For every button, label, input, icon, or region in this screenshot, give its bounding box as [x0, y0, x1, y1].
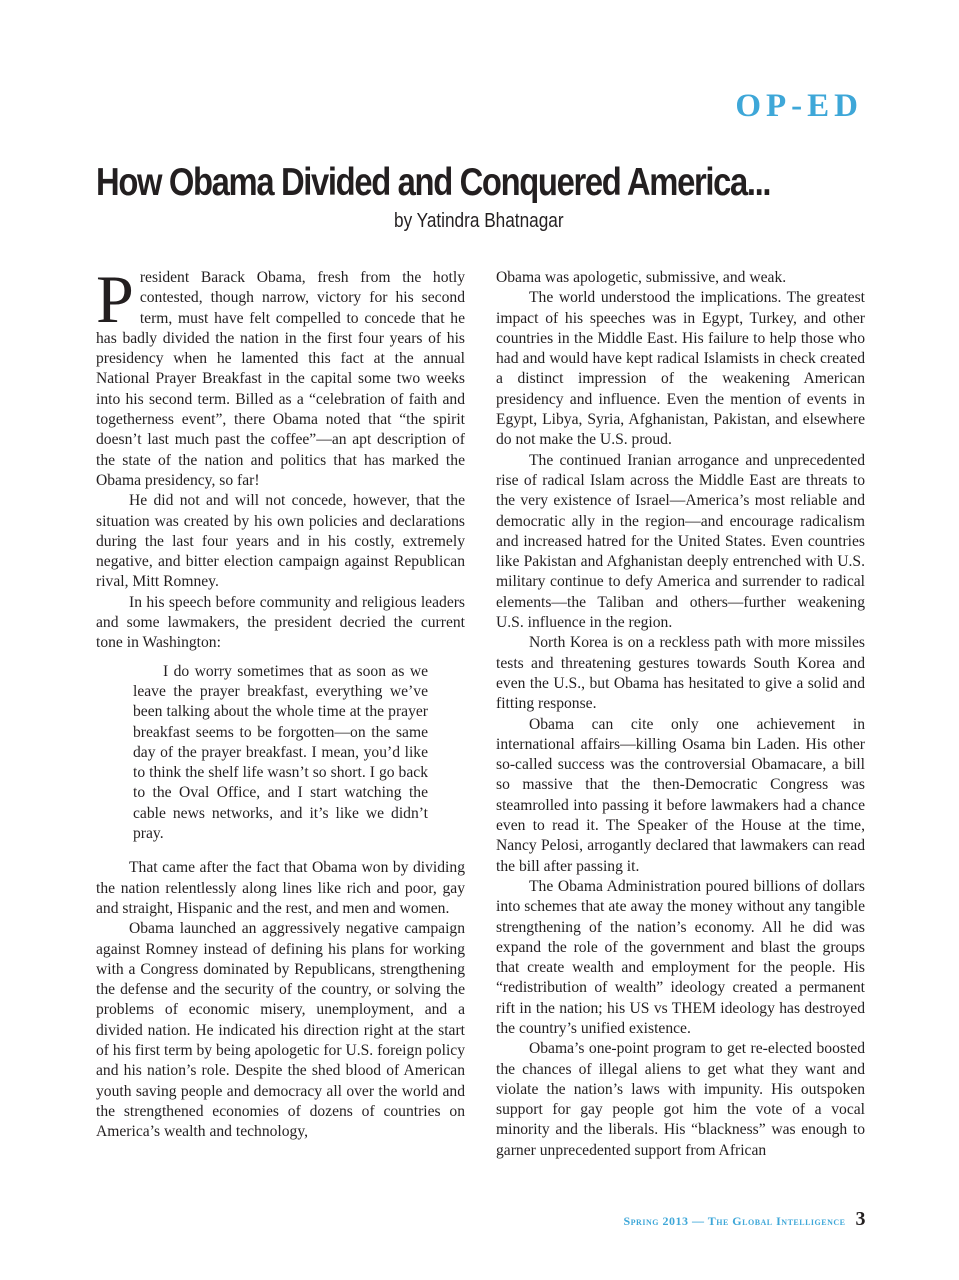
drop-cap: P: [96, 261, 134, 337]
paragraph-8: The continued Iranian arrogance and unprecedented rise of radical Islam across the Middle East are threats to the very existence of Israel—America’s most reliable and democratic ally in the region—and encourage radicalism and increased hatred for the United States. Even countries like Pakistan and Afghanistan deeply entrenched with U.S. military continue to defy America and surrender to radical elements—the Taliban and others—further weakening U.S. influence in the region.: [496, 451, 865, 632]
paragraph-7: The world understood the implications. The greatest impact of his speeches was in Egypt, Turkey, and other countries in the Middle East. His failure to help those who had and would have kept radical Islamists in check created a distinct impression of the weakening American presidency and influence. Even the mention of events in Egypt, Libya, Syria, Afghanistan, Pakistan, and elsewhere do not make the U.S. proud.: [496, 289, 865, 449]
paragraph-3: In his speech before community and religious leaders and some lawmakers, the president decried the current tone in Washington:: [96, 593, 465, 652]
paragraph-1: [96, 261, 465, 491]
paragraph-1-text: resident Barack Obama, fresh from the hotly contested, though narrow, victory for his second term, must have felt compelled to concede that he has badly divided the nation in the first four years of his presidency when he lamented this fact at the annual National Prayer Breakfast in the capital some two weeks into his second term. Billed as a “celebration of faith and togetherness event”, there Obama noted that “the spirit doesn’t last much past the coffee”—an apt description of the state of the nation and politics that has marked the Obama presidency, so far!: [96, 269, 465, 489]
paragraph-9: North Korea is on a reckless path with more missiles tests and threatening gestures towards South Korea and even the U.S., but Obama has hesitated to give a solid and fitting response.: [496, 634, 865, 713]
block-quote: [133, 662, 428, 845]
section-label: OP-ED: [735, 88, 863, 124]
paragraph-10: Obama can cite only one achievement in international affairs—killing Osama bin Laden. His other so-called success was the controversial Obamacare, a bill so massive that the then-Democratic Congress was steamrolled into passing it before lawmakers had a chance even to read it. The Speaker of the House at the time, Nancy Pelosi, arrogantly declared that lawmakers can read the bill after passing it.: [496, 715, 865, 875]
page-number: 3: [855, 1208, 866, 1230]
paragraph-2: He did not and will not concede, however, that the situation was created by his own policies and declarations during the last four years and in his costly, extremely negative, and bitter election campaign against Republican rival, Mitt Romney.: [96, 492, 465, 591]
paragraph-11: The Obama Administration poured billions of dollars into schemes that ate away the money without any tangible strengthening of the nation’s economy. All he did was expand the role of the government and blast the groups that create wealth and employment for the people. His “redistribution of wealth” ideology created a permanent rift in the nation; his US vs THEM ideology has destroyed the country’s unified existence.: [496, 877, 865, 1037]
article-byline: by Yatindra Bhatnagar: [394, 210, 564, 232]
paragraph-12: Obama’s one-point program to get re-elected boosted the chances of illegal aliens to get what they want and violate the nation’s laws with impunity. His outspoken support for gay people got him the vote of a vocal minority and the liberals. His “blackness” was enough to garner unprecedented support from African: [496, 1040, 865, 1159]
block-quote-text: I do worry sometimes that as soon as we leave the prayer breakfast, everything we’ve been talking about the whole time at the prayer breakfast seems to be forgotten—on the same day of the prayer breakfast. I mean, you’d like to think the shelf life wasn’t so short. I go back to the Oval Office, and I start watching the cable news networks, and it’s like we didn’t pray.: [133, 662, 428, 843]
paragraph-4: That came after the fact that Obama won by dividing the nation relentlessly along lines like rich and poor, gay and straight, Hispanic and the rest, and men and women.: [96, 859, 465, 917]
issue-label: Spring 2013 — The Global Intelligence: [623, 1214, 846, 1228]
paragraph-5: Obama launched an aggressively negative campaign against Romney instead of defining his plans for working with a Congress dominated by Republicans, strengthening the defense and the security of the country, or solving the problems of economic misery, unemployment, and a divided nation. He indicated his direction right at the start of his first term by being apologetic for U.S. foreign policy and his nation’s role. Despite the shed blood of American youth saving people and democracy all over the world and the strengthened economies of dozens of countries on America’s wealth and technology,: [96, 920, 465, 1141]
article-headline: How Obama Divided and Conquered America...: [96, 161, 771, 204]
paragraph-6-continued: Obama was apologetic, submissive, and weak.: [496, 269, 787, 286]
left-column: [96, 261, 465, 1142]
right-column: [496, 268, 865, 1161]
page-footer: [624, 1208, 867, 1231]
